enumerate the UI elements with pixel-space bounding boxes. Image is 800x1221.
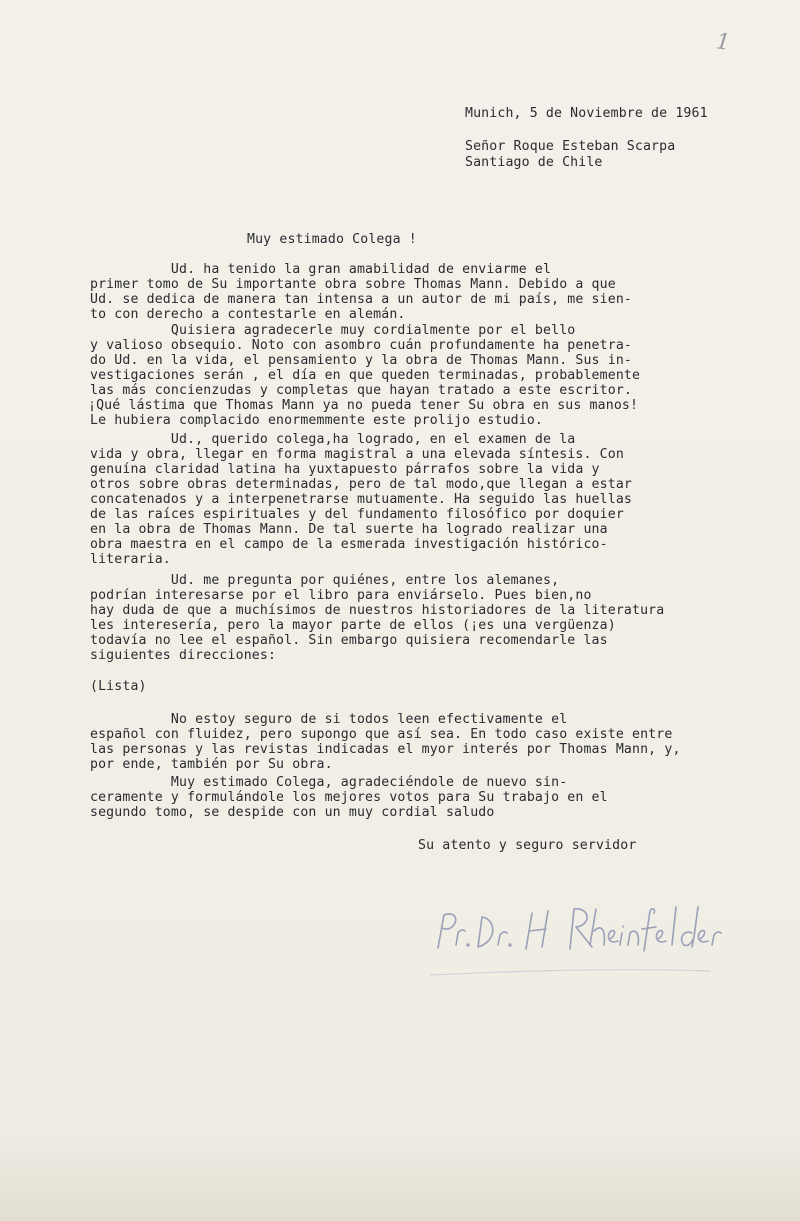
body-line: vestigaciones serán , el día en que queden terminadas, probablemente	[90, 368, 641, 383]
closing-line: Su atento y seguro servidor	[418, 838, 637, 853]
body-line: No estoy seguro de si todos leen efectivamente el	[90, 712, 568, 727]
body-line: ¡Qué lástima que Thomas Mann ya no pueda tener Su obra en sus manos!	[88, 398, 639, 413]
body-line: y valioso obsequio. Noto con asombro cuán profundamente ha penetra-	[90, 338, 632, 353]
salutation: Muy estimado Colega !	[247, 232, 417, 247]
body-line: genuína claridad latina ha yuxtapuesto párrafos sobre la vida y	[90, 462, 600, 477]
body-line: obra maestra en el campo de la esmerada investigación histórico-	[90, 537, 608, 552]
body-line: Ud. me pregunta por quiénes, entre los alemanes,	[90, 573, 560, 588]
recipient-name: Señor Roque Esteban Scarpa	[465, 139, 676, 154]
body-line: les interesería, pero la mayor parte de ellos (¡es una vergüenza)	[90, 618, 616, 633]
handwritten-signature	[430, 893, 730, 983]
body-line: literaria.	[90, 552, 171, 567]
body-line: ceramente y formulándole los mejores votos para Su trabajo en el	[90, 790, 608, 805]
body-line: otros sobre obras determinadas, pero de tal modo,que llegan a estar	[90, 477, 632, 492]
body-line: Ud. ha tenido la gran amabilidad de enviarme el	[90, 262, 552, 277]
body-line: todavía no lee el español. Sin embargo quisiera recomendarle las	[90, 633, 608, 648]
body-line: de las raíces espirituales y del fundamento filosófico por doquier	[90, 507, 624, 522]
body-line: concatenados y a interpenetrarse mutuamente. Ha seguido las huellas	[90, 492, 632, 507]
body-line: hay duda de que a muchísimos de nuestros historiadores de la literatura	[90, 603, 665, 618]
body-line: español con fluidez, pero supongo que así sea. En todo caso existe entre	[90, 727, 673, 742]
recipient-city: Santiago de Chile	[465, 155, 603, 170]
body-line: Quisiera agradecerle muy cordialmente por el bello	[90, 323, 576, 338]
body-line: podrían interesarse por el libro para enviárselo. Pues bien,no	[90, 588, 592, 603]
body-line: Ud., querido colega,ha logrado, en el examen de la	[90, 432, 576, 447]
body-line: las personas y las revistas indicadas el myor interés por Thomas Mann, y,	[90, 742, 681, 757]
body-line: Ud. se dedica de manera tan intensa a un autor de mi país, me sien-	[90, 292, 632, 307]
page-number-mark: 1	[714, 29, 732, 56]
list-placeholder: (Lista)	[90, 679, 147, 694]
body-line: siguientes direcciones:	[90, 648, 277, 663]
body-line: do Ud. en la vida, el pensamiento y la obra de Thomas Mann. Sus in-	[90, 353, 632, 368]
body-line: las más concienzudas y completas que hayan tratado a este escritor.	[90, 383, 632, 398]
body-line: Le hubiera complacido enormemmente este prolijo estudio.	[90, 413, 544, 428]
body-line: segundo tomo, se despide con un muy cordial saludo	[90, 805, 495, 820]
body-line: por ende, también por Su obra.	[90, 757, 333, 772]
body-line: en la obra de Thomas Mann. De tal suerte ha logrado realizar una	[90, 522, 608, 537]
body-line: primer tomo de Su importante obra sobre Thomas Mann. Debido a que	[90, 277, 616, 292]
date-line: Munich, 5 de Noviembre de 1961	[465, 106, 708, 121]
body-line: vida y obra, llegar en forma magistral a una elevada síntesis. Con	[90, 447, 624, 462]
body-line: Muy estimado Colega, agradeciéndole de nuevo sin-	[90, 775, 568, 790]
body-line: to con derecho a contestarle en alemán.	[90, 307, 406, 322]
